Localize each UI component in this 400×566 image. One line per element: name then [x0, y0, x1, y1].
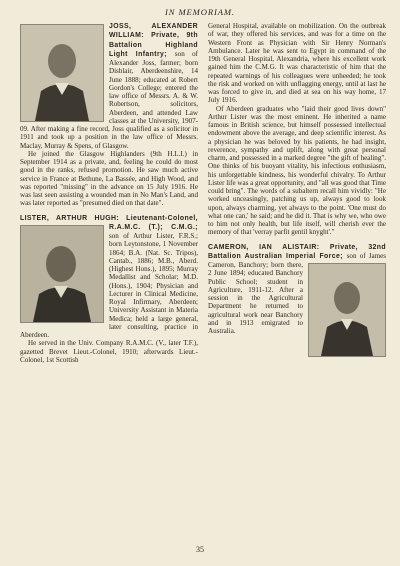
cameron-heading: CAMERON, IAN ALISTAIR: Private, 32nd Battalion Australian Imperial Force; — [208, 243, 386, 260]
cameron-portrait — [308, 263, 386, 357]
joss-heading: JOSS, ALEXANDER WILLIAM: Private, 9th Battalion Highland Light Infantry; — [109, 23, 198, 58]
cameron-entry — [208, 243, 386, 336]
lister-biography: son of Arthur Lister, F.R.S.; born Leytonstone, 1 November 1864; B.A. (Nat. Sc. Tripos), Cantab., 1886; M.B., Aberd. (Highest Hons.), 1895; Murray Medallist and Scholar; M.D. (Hons.), 1904; Physician and Lecturer in Clinical Medicine, Royal Infirmary, Aberdeen; University Assistant in Materia Medica; held a large general, later consulting, practice in Aberdeen. — [20, 232, 198, 339]
lister-continued: General Hospital, available on mobilization. On the outbreak of war, they offered his services, and was for a time on the Western Front as Physician with Sir Henry Norman's Ambulance. Later he was sent to Egypt in command of the 19th General Hospital, Alexandria, where his excellent work gained him the C.M.G. It was characteristic of him that the repeated warnings of his colleagues were unheeded; he took the risk and worked on with unflagging energy, until at last he was forced to give in, and died at sea on his way home, 17 July 1916. — [208, 22, 386, 105]
joss-service: He joined the Glasgow Highlanders (9th H.L.I.) in September 1914 as a private, and, feeling he could do most good in the ranks, refused promotion. He saw much active service in France at Bethune, La Bassée, and High Wood, and was reported "missing" in the advance on 15 July 1916. He was last seen assisting a wounded man in No Man's Land, and was later reported as "presumed died on that date". — [20, 149, 198, 208]
page-header: IN MEMORIAM. — [165, 7, 235, 17]
lister-entry — [20, 214, 198, 340]
lister-service: He served in the Univ. Company R.A.M.C. (V., later T.F.), gazetted Brevet Lieut.-Colonel, 1910; afterwards Lieut.-Colonel, 1st Scottish — [20, 339, 198, 364]
left-column — [20, 22, 198, 364]
lister-heading: LISTER, ARTHUR HUGH: Lieutenant-Colonel, R.A.M.C. (T.); C.M.G.; — [20, 214, 198, 231]
lister-portrait — [20, 225, 104, 323]
page-number: 35 — [196, 545, 204, 554]
lister-tribute: Of Aberdeen graduates who "laid their good lives down" Arthur Lister was the most eminent. He inherited a name famous in British science, but himself possessed intellectual endowment above the average, and deep scientific interest. As a physician he was beloved by his patients, he had insight, reverence, sympathy and uplift, along with great personal charm, and possessed in a marked degree "the gift of healing". One thinks of his buoyant vitality, his infectious enthusiasm, his unforgettable kindness, his wonderful chivalry. To Arthur Lister life was a great opportunity, and "all was good that Time could bring". The words of a subaltern recall him vividly: "He worked unceasingly, patching us up, always good to look upon, always charming, yet always to the point. 'One must do what one can,' he said; and he did it. That is why we, who owe to him not only health, but life itself, will cherish ever the memory of that 'verray parfit gentil knyght'." — [208, 104, 386, 237]
cameron-biography: son of James Cameron, Banchory; born there, 2 June 1894; educated Banchory Public School; student in Agriculture, 1911-12. After a session in the Agricultural Department he returned to agricultural work near Banchory and in 1913 emigrated to Australia. — [208, 251, 387, 335]
joss-entry — [20, 22, 198, 150]
joss-biography: son of Alexander Joss, farmer; born Disblair, Aberdeenshire, 14 June 1888; educated at Robert Gordon's College; entered the law office of Messrs. A. & W. Robertson, solicitors, Aberdeen, and attended Law classes at the University, 1907-09. After making a fine record, Joss qualified as a solicitor in 1911 and took up a position in the law office of Messrs. Maclay, Murray & Spens, of Glasgow. — [20, 49, 198, 150]
joss-portrait — [20, 24, 104, 122]
right-column — [208, 22, 386, 359]
